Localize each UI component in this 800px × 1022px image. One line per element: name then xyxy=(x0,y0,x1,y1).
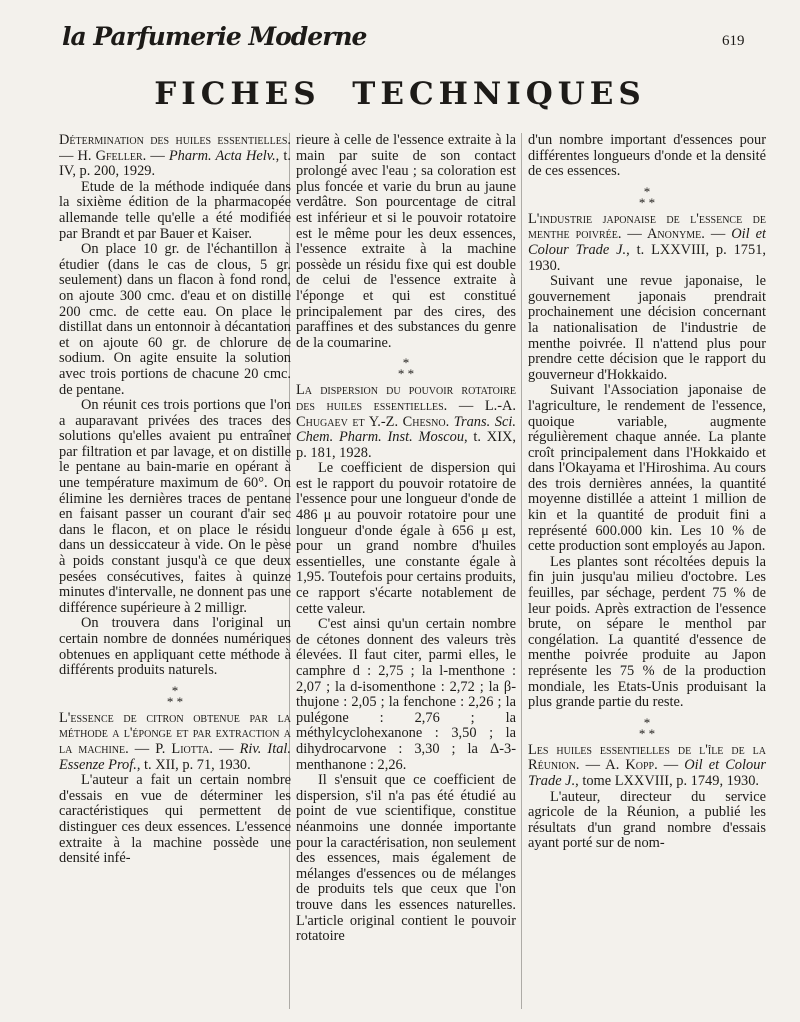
section-separator xyxy=(528,183,766,210)
paragraph: Les plantes sont récoltées depuis la fin juin jusqu'au milieu d'octobre. Les feuilles, par séchage, perdent 75 % de leur poids. Après extraction de l'essence brute, on sépare le menthol par congélation. La quantité d'essence de menthe poivrée produite au Japon représente les 75 % de la production mondiale, les Etats-Unis produisant la plus grande partie du reste. xyxy=(528,553,766,711)
heading-text: , tome LXXVIII, p. 1749, 1930. xyxy=(575,772,760,789)
heading-text: Détermination des huiles essentielles. — xyxy=(59,133,291,164)
paragraph: C'est ainsi qu'un certain nombre de cétones donnent des valeurs très élevées. Il faut citer, parmi elles, le camphre d : 2,75 ; la l-menthone : 2,07 ; la d-isomenthone : 2,72 ; la β-thujone : 2,05 ; la fenchone : 2,26 ; la pulégone : 2,76 ; la méthylcyclohexanone : 3,50 ; la dihydrocarvone : 3,30 ; la Δ-3-menthanone : 2,26. xyxy=(296,616,516,773)
column-3 xyxy=(528,133,766,1013)
section-separator xyxy=(59,682,291,709)
heading-text: L'essence de citron obtenue par la méthode a l'éponge et par extraction a la machine. — xyxy=(59,709,291,757)
article-heading xyxy=(296,383,516,461)
separator-top: * xyxy=(402,355,410,371)
separator-top: * xyxy=(643,714,651,730)
page-title: FICHES TECHNIQUES xyxy=(154,76,646,112)
column-2 xyxy=(296,133,516,1013)
section-separator xyxy=(296,355,516,382)
separator-top: * xyxy=(643,183,651,199)
paragraph: L'auteur a fait un certain nombre d'essais en vue de déterminer les caractéristiques qui permettent de distinguer ces deux essences. L'essence extraite à la machine possède une densité infé- xyxy=(59,772,291,867)
heading-text: La dispersion du pouvoir rotatoire des huiles essentielles. — xyxy=(296,382,516,414)
separator-bottom: * * xyxy=(638,194,656,210)
paragraph: Suivant l'Association japonaise de l'agriculture, le rendement de l'essence, quoique variable, augmente régulièrement chaque année. La plante croît principalement dans l'Hokkaido et dans l'Okayama et l'Hiroshima. Au cours des trois dernières années, la quantité moyenne distillée a atteint 1 million de kin et la quantité de produit fini a représenté 600.000 kin. Les 10 % de cette production sont employés au Japon. xyxy=(528,382,766,555)
article-heading xyxy=(528,212,766,274)
paragraph: Etude de la méthode indiquée dans la sixième édition de la pharmacopée allemande telle qu'elle a été modifiée par Brandt et par Bauer et Kaiser. xyxy=(59,178,291,242)
heading-text: Anonyme. — xyxy=(647,226,732,243)
paragraph: Le coefficient de dispersion qui est le rapport du pouvoir rotatoire de l'essence pour une longueur d'onde de 486 μ au pouvoir rotatoire pour une longueur d'onde égale à 656 μ est, pour un grand nombre d'huiles essentielles, une constante égale à 1,95. Toutefois pour certains produits, ce rapport s'écarte notablement de cette valeur. xyxy=(296,460,516,617)
heading-text: , t. LXXVIII, p. 1751, 1930. xyxy=(528,241,766,274)
paragraph: On trouvera dans l'original un certain nombre de données numériques obtenues en appliquant cette méthode à différents produits naturels. xyxy=(59,615,291,679)
paragraph: Suivant une revue japonaise, le gouvernement japonais prendrait prochainement une décision concernant la nationalisation de l'industrie de menthe poivrée. Il n'attend plus pour prendre cette décision que le rapport du gouverneur d'Hokkaido. xyxy=(528,273,766,383)
article-heading xyxy=(528,743,766,790)
page-number: 619 xyxy=(722,33,745,49)
heading-text: L.-A. Chugaev et Y.-Z. Chesno. xyxy=(296,397,516,430)
heading-text: L'industrie japonaise de l'essence de menthe poivrée. — xyxy=(528,210,766,243)
journal-masthead: la Parfumerie Moderne xyxy=(62,22,367,51)
citation-journal: Riv. Ital. Essenze Prof. xyxy=(59,740,291,773)
separator-bottom: * * xyxy=(166,693,184,709)
heading-text: H. Gfeller. — xyxy=(77,147,169,164)
heading-text: , t. XII, p. 71, 1930. xyxy=(136,756,251,773)
separator-top: * xyxy=(171,682,179,698)
citation-journal: Oil et Colour Trade J. xyxy=(528,226,766,258)
heading-text: P. Liotta. — xyxy=(155,740,240,757)
citation-journal: Pharm. Acta Helv. xyxy=(168,147,276,164)
heading-text: , t. XIX, p. 181, 1928. xyxy=(296,429,516,461)
column-1 xyxy=(59,133,291,1013)
paragraph-continued: d'un nombre important d'essences pour différentes longueurs d'onde et la densité de ces essences. xyxy=(528,133,766,180)
heading-text: Les huiles essentielles de l'île de la Réunion. — xyxy=(528,741,766,774)
section-separator xyxy=(528,714,766,741)
citation-journal: Trans. Sci. Chem. Pharm. Inst. Moscou xyxy=(296,413,516,446)
heading-text: A. Kopp. — xyxy=(605,757,685,774)
paragraph: On réunit ces trois portions que l'on a auparavant privées des traces des solutions qu'elles avaient pu entraîner par filtration et par lavage, et on distille le pentane au bain-marie en opérant à une température maximum de 60°. On élimine les dernières traces de pentane en faisant passer un courant d'air sec dans le flacon, et on place le résidu dans un dessiccateur à vide. On le pèse à poids constant jusqu'à ce que deux pesées consécutives, faites à quinze minutes d'intervalle, ne donnent pas une différence supérieure à 2 milligr. xyxy=(59,397,291,616)
separator-bottom: * * xyxy=(397,366,415,382)
paragraph-continued: rieure à celle de l'essence extraite à la main par suite de son contact prolongé avec l'eau ; sa coloration est plus foncée et varie du brun au jaune verdâtre. Son pourcentage de citral est inférieur et si le pouvoir rotatoire est le même pour les deux essences, l'essence extraite à la machine possède un résidu fixe qui est double de celui de l'essence extraite à l'éponge et qui est constitué principalement par des cires, des paraffines et des substances du genre de la coumarine. xyxy=(296,133,516,351)
article-heading xyxy=(59,711,291,773)
paragraph: L'auteur, directeur du service agricole de la Réunion, a publié les résultats d'un grand nombre d'essais ayant porté sur de nom- xyxy=(528,788,766,852)
article-heading xyxy=(59,133,291,180)
paragraph: Il s'ensuit que ce coefficient de dispersion, s'il n'a pas été étudié au point de vue scientifique, constitue néanmoins une donnée importante pour la caractérisation, non seulement des essences, mais également de mélanges d'essences ou de mélanges de produits tels que ceux que l'on trouve dans les essences naturelles. L'article original contient le pouvoir rotatoire xyxy=(296,772,516,945)
separator-bottom: * * xyxy=(638,725,656,741)
paragraph: On place 10 gr. de l'échantillon à étudier (dans le cas de clous, 5 gr. seulement) dans un flacon à fond rond, on ajoute 300 cmc. d'eau et on distille 200 cmc. de cette eau. On place le distillat dans un entonnoir à décantation et on ajoute 60 gr. de chlorure de sodium. On agite ensuite la solution avec trois portions de chacune 20 cmc. de pentane. xyxy=(59,241,291,398)
heading-text: , t. IV, p. 200, 1929. xyxy=(59,147,291,180)
citation-journal: Oil et Colour Trade J. xyxy=(528,757,766,789)
column-rule xyxy=(521,133,522,1009)
